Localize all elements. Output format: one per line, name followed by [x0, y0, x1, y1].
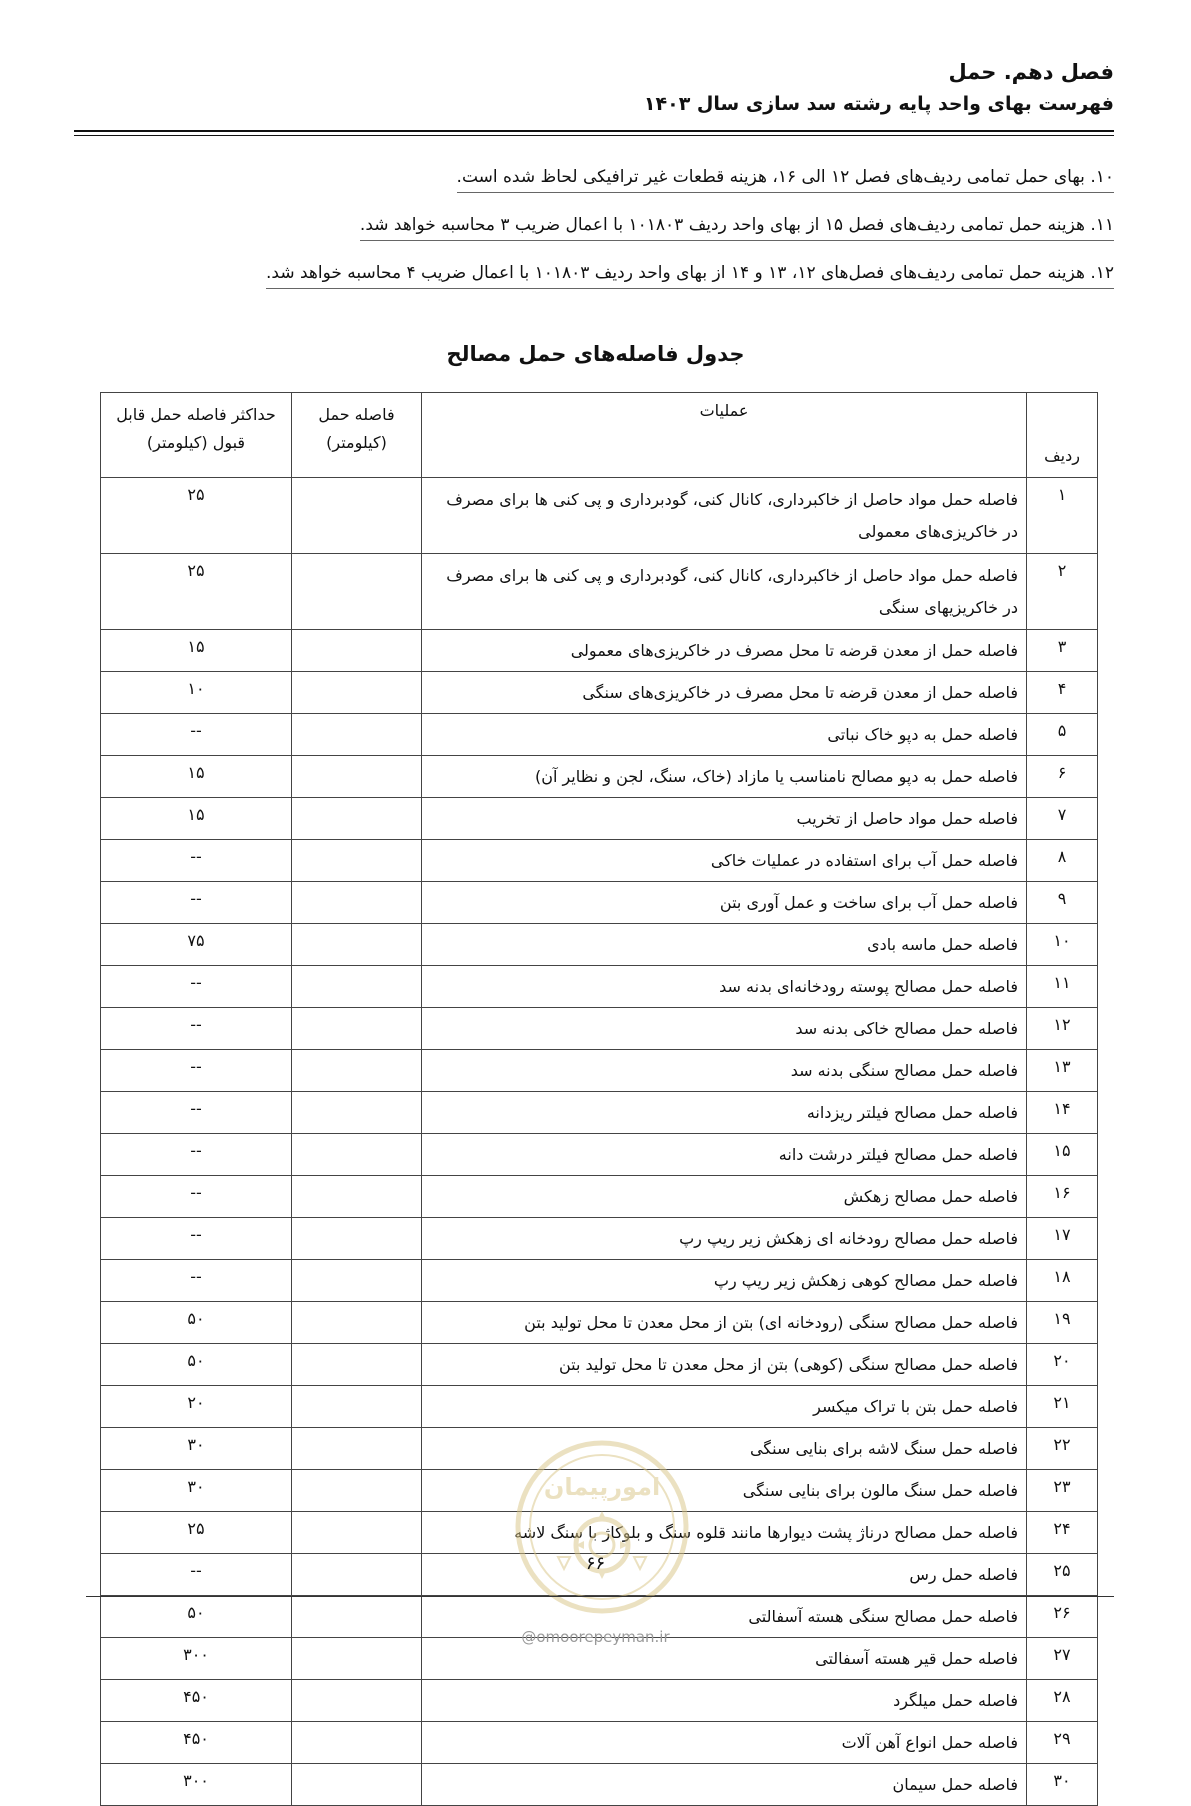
row-number-cell: ۷ — [1027, 798, 1098, 840]
table-row — [101, 1008, 1098, 1050]
haul-distance-cell — [292, 1260, 422, 1302]
row-number-cell: ۳۰ — [1027, 1764, 1098, 1806]
max-distance-cell: -- — [101, 1218, 292, 1260]
table-row — [101, 1176, 1098, 1218]
seal-text: امورپیمان — [543, 1473, 661, 1501]
header-max-distance — [101, 393, 292, 478]
table-row — [101, 672, 1098, 714]
table-row — [101, 630, 1098, 672]
operation-cell: فاصله حمل مصالح خاکی بدنه سد — [422, 1008, 1027, 1050]
operation-cell: فاصله حمل رس — [422, 1554, 1027, 1596]
operation-cell: فاصله حمل مواد حاصل از تخریب — [422, 798, 1027, 840]
note-10: ۱۰. بهای حمل تمامی ردیف‌های فصل ۱۲ الی ۱۶، هزینه قطعات غیر ترافیکی لحاظ شده است. — [457, 164, 1114, 193]
max-distance-cell: ۱۵ — [101, 630, 292, 672]
operation-cell: فاصله حمل از معدن قرضه تا محل مصرف در خاکریزی‌های معمولی — [422, 630, 1027, 672]
operation-cell: فاصله حمل آب برای ساخت و عمل آوری بتن — [422, 882, 1027, 924]
operation-cell: فاصله حمل مصالح فیلتر ریزدانه — [422, 1092, 1027, 1134]
row-number-cell: ۳ — [1027, 630, 1098, 672]
max-distance-cell: ۱۵ — [101, 798, 292, 840]
row-number-cell: ۲۴ — [1027, 1512, 1098, 1554]
row-number-cell: ۵ — [1027, 714, 1098, 756]
table-row — [101, 1260, 1098, 1302]
max-distance-cell: -- — [101, 882, 292, 924]
operation-cell: فاصله حمل مواد حاصل از خاکبرداری، کانال کنی، گودبرداری و پی کنی ها برای مصرف در خاکریزیهای سنگی — [422, 554, 1027, 630]
max-distance-cell: ۲۵ — [101, 478, 292, 554]
haul-distance-cell — [292, 1008, 422, 1050]
max-distance-cell: -- — [101, 1092, 292, 1134]
seal-watermark — [512, 1437, 692, 1617]
table-row — [101, 1764, 1098, 1806]
table-row — [101, 714, 1098, 756]
haul-distance-cell — [292, 1386, 422, 1428]
row-number-cell: ۱۲ — [1027, 1008, 1098, 1050]
operation-cell: فاصله حمل میلگرد — [422, 1680, 1027, 1722]
haul-distance-cell — [292, 840, 422, 882]
header-max-distance-line1: حداکثر فاصله حمل قابل — [116, 405, 276, 424]
table-row — [101, 840, 1098, 882]
max-distance-cell: ۳۰ — [101, 1470, 292, 1512]
operation-cell: فاصله حمل مصالح درناژ پشت دیوارها مانند قلوه سنگ و بلوکاژ با سنگ لاشه — [422, 1512, 1027, 1554]
haul-distance-cell — [292, 1764, 422, 1806]
table-row — [101, 1218, 1098, 1260]
max-distance-cell: ۵۰ — [101, 1596, 292, 1638]
table-header-row — [101, 393, 1098, 478]
header-rule-thin — [74, 135, 1114, 136]
max-distance-cell: -- — [101, 840, 292, 882]
haul-distance-cell — [292, 1302, 422, 1344]
header-haul-distance-line1: فاصله حمل — [318, 405, 395, 424]
row-number-cell: ۱۹ — [1027, 1302, 1098, 1344]
row-number-cell: ۱۷ — [1027, 1218, 1098, 1260]
page-header — [644, 56, 1114, 120]
max-distance-cell: ۱۰ — [101, 672, 292, 714]
max-distance-cell: -- — [101, 1050, 292, 1092]
haul-distance-cell — [292, 924, 422, 966]
max-distance-cell: -- — [101, 1260, 292, 1302]
row-number-cell: ۱۸ — [1027, 1260, 1098, 1302]
max-distance-cell: ۴۵۰ — [101, 1680, 292, 1722]
header-haul-distance — [292, 393, 422, 478]
operation-cell: فاصله حمل سنگ مالون برای بنایی سنگی — [422, 1470, 1027, 1512]
haul-distance-cell — [292, 714, 422, 756]
haul-distance-cell — [292, 1176, 422, 1218]
row-number-cell: ۲۸ — [1027, 1680, 1098, 1722]
max-distance-cell: ۵۰ — [101, 1344, 292, 1386]
table-row — [101, 1722, 1098, 1764]
row-number-cell: ۱۰ — [1027, 924, 1098, 966]
document-subtitle: فهرست بهای واحد پایه رشته سد سازی سال ۱۴۰۳ — [643, 93, 1114, 115]
operation-cell: فاصله حمل مصالح سنگی (رودخانه ای) بتن از محل معدن تا محل تولید بتن — [422, 1302, 1027, 1344]
table-row — [101, 1386, 1098, 1428]
table-row — [101, 756, 1098, 798]
row-number-cell: ۱۱ — [1027, 966, 1098, 1008]
operation-cell: فاصله حمل بتن با تراک میکسر — [422, 1386, 1027, 1428]
header-haul-distance-line2: (کیلومتر) — [326, 433, 387, 452]
max-distance-cell: ۷۵ — [101, 924, 292, 966]
table-row — [101, 1344, 1098, 1386]
max-distance-cell: -- — [101, 714, 292, 756]
operation-cell: فاصله حمل سیمان — [422, 1764, 1027, 1806]
haul-distance-cell — [292, 1134, 422, 1176]
max-distance-cell: ۲۰ — [101, 1386, 292, 1428]
note-11: ۱۱. هزینه حمل تمامی ردیف‌های فصل ۱۵ از بهای واحد ردیف ۱۰۱۸۰۳ با اعمال ضریب ۳ محاسبه خواهد شد. — [360, 212, 1114, 241]
max-distance-cell: -- — [101, 1554, 292, 1596]
max-distance-cell: -- — [101, 1176, 292, 1218]
haul-distance-cell — [292, 1050, 422, 1092]
haul-distance-cell — [292, 554, 422, 630]
operation-cell: فاصله حمل مصالح کوهی زهکش زیر ریپ رپ — [422, 1260, 1027, 1302]
operation-cell: فاصله حمل مصالح پوسته رودخانه‌ای بدنه سد — [422, 966, 1027, 1008]
max-distance-cell: ۵۰ — [101, 1302, 292, 1344]
row-number-cell: ۱۶ — [1027, 1176, 1098, 1218]
operation-cell: فاصله حمل مصالح زهکش — [422, 1176, 1027, 1218]
row-number-cell: ۲۹ — [1027, 1722, 1098, 1764]
table-row — [101, 1680, 1098, 1722]
haul-distance-cell — [292, 1470, 422, 1512]
max-distance-cell: ۳۰۰ — [101, 1638, 292, 1680]
row-number-cell: ۱۵ — [1027, 1134, 1098, 1176]
row-number-cell: ۱۳ — [1027, 1050, 1098, 1092]
table-row — [101, 924, 1098, 966]
operation-cell: فاصله حمل سنگ لاشه برای بنایی سنگی — [422, 1428, 1027, 1470]
row-number-cell: ۱ — [1027, 478, 1098, 554]
header-rule — [74, 130, 1114, 132]
operation-cell: فاصله حمل مصالح سنگی (کوهی) بتن از محل معدن تا محل تولید بتن — [422, 1344, 1027, 1386]
operation-cell: فاصله حمل از معدن قرضه تا محل مصرف در خاکریزی‌های سنگی — [422, 672, 1027, 714]
table-row — [101, 798, 1098, 840]
max-distance-cell: ۳۰ — [101, 1428, 292, 1470]
haul-distance-cell — [292, 1512, 422, 1554]
haul-distance-cell — [292, 630, 422, 672]
row-number-cell: ۹ — [1027, 882, 1098, 924]
haul-distance-cell — [292, 966, 422, 1008]
row-number-cell: ۱۴ — [1027, 1092, 1098, 1134]
operation-cell: فاصله حمل آب برای استفاده در عملیات خاکی — [422, 840, 1027, 882]
max-distance-cell: ۳۰۰ — [101, 1764, 292, 1806]
header-max-distance-line2: قبول (کیلومتر) — [146, 433, 246, 452]
haul-distance-cell — [292, 1680, 422, 1722]
max-distance-cell: -- — [101, 1134, 292, 1176]
chapter-title: فصل دهم. حمل — [948, 60, 1114, 84]
haul-distance-cell — [292, 1344, 422, 1386]
haul-distance-cell — [292, 882, 422, 924]
haul-distance-cell — [292, 1218, 422, 1260]
max-distance-cell: ۲۵ — [101, 554, 292, 630]
operation-cell: فاصله حمل به دپو مصالح نامناسب یا مازاد (خاک، سنگ، لجن و نظایر آن) — [422, 756, 1027, 798]
table-row — [101, 554, 1098, 630]
note-12: ۱۲. هزینه حمل تمامی ردیف‌های فصل‌های ۱۲، ۱۳ و ۱۴ از بهای واحد ردیف ۱۰۱۸۰۳ با اعمال ضریب ۴ محاسبه خواهد شد. — [266, 260, 1114, 289]
table-row — [101, 1302, 1098, 1344]
row-number-cell: ۲۵ — [1027, 1554, 1098, 1596]
operation-cell: فاصله حمل مصالح فیلتر درشت دانه — [422, 1134, 1027, 1176]
page-number: ۶۶ — [585, 1553, 606, 1574]
table-title: جدول فاصله‌های حمل مصالح — [446, 342, 745, 366]
row-number-cell: ۲۱ — [1027, 1386, 1098, 1428]
max-distance-cell: ۲۵ — [101, 1512, 292, 1554]
max-distance-cell: ۴۵۰ — [101, 1722, 292, 1764]
table-row — [101, 478, 1098, 554]
row-number-cell: ۶ — [1027, 756, 1098, 798]
haul-distance-cell — [292, 798, 422, 840]
haul-distance-cell — [292, 672, 422, 714]
max-distance-cell: ۱۵ — [101, 756, 292, 798]
row-number-cell: ۸ — [1027, 840, 1098, 882]
operation-cell: فاصله حمل مصالح سنگی هسته آسفالتی — [422, 1596, 1027, 1638]
notes-list — [74, 164, 1114, 308]
max-distance-cell: -- — [101, 966, 292, 1008]
operation-cell: فاصله حمل ماسه بادی — [422, 924, 1027, 966]
row-number-cell: ۲۶ — [1027, 1596, 1098, 1638]
row-number-cell: ۲۲ — [1027, 1428, 1098, 1470]
max-distance-cell: -- — [101, 1008, 292, 1050]
operation-cell: فاصله حمل مواد حاصل از خاکبرداری، کانال کنی، گودبرداری و پی کنی ها برای مصرف در خاکریزی‌های معمولی — [422, 478, 1027, 554]
haul-distance-cell — [292, 1722, 422, 1764]
haul-distance-cell — [292, 478, 422, 554]
operation-cell: فاصله حمل مصالح سنگی بدنه سد — [422, 1050, 1027, 1092]
row-number-cell: ۲۷ — [1027, 1638, 1098, 1680]
table-row — [101, 1050, 1098, 1092]
header-operations: عملیات — [422, 393, 1027, 478]
operation-cell: فاصله حمل قیر هسته آسفالتی — [422, 1638, 1027, 1680]
operation-cell: فاصله حمل به دپو خاک نباتی — [422, 714, 1027, 756]
operation-cell: فاصله حمل انواع آهن آلات — [422, 1722, 1027, 1764]
row-number-cell: ۲۳ — [1027, 1470, 1098, 1512]
table-row — [101, 882, 1098, 924]
table-row — [101, 966, 1098, 1008]
haul-distance-cell — [292, 1428, 422, 1470]
row-number-cell: ۴ — [1027, 672, 1098, 714]
operation-cell: فاصله حمل مصالح رودخانه ای زهکش زیر ریپ رپ — [422, 1218, 1027, 1260]
table-row — [101, 1134, 1098, 1176]
row-number-cell: ۲۰ — [1027, 1344, 1098, 1386]
site-watermark: @omoorepeyman.ir — [521, 1628, 670, 1646]
footer-rule — [86, 1596, 1114, 1597]
header-row-number: ردیف — [1027, 393, 1098, 478]
row-number-cell: ۲ — [1027, 554, 1098, 630]
table-row — [101, 1092, 1098, 1134]
haul-distance-cell — [292, 1092, 422, 1134]
haul-distance-cell — [292, 756, 422, 798]
